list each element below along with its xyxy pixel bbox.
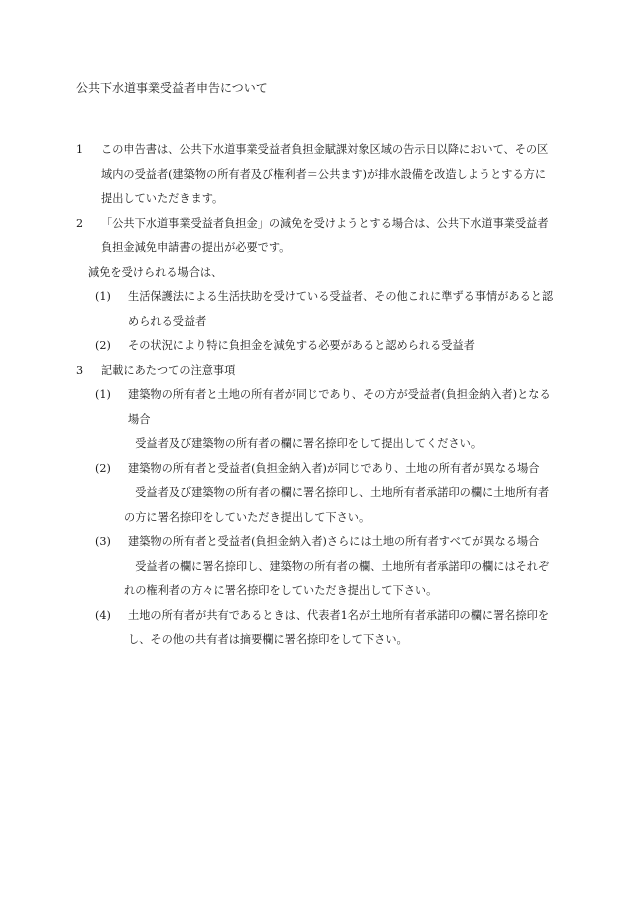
instruction-text: 受益者及び建築物の所有者の欄に署名捺印し、土地所有者承諾印の欄に土地所有者の方に署名捺印をしていただき提出して下さい。	[124, 486, 550, 524]
list-item	[76, 359, 556, 384]
item-number: (1)	[95, 388, 111, 401]
item-number: 2	[76, 216, 84, 230]
instruction-text: 受益者及び建築物の所有者の欄に署名捺印をして提出してください。	[135, 437, 483, 450]
list-item	[76, 285, 556, 334]
list-item	[76, 212, 556, 261]
instruction-text: 受益者の欄に署名捺印し、建築物の所有者の欄、土地所有者承諾印の欄にはそれぞれの権利者の方々に署名捺印をしていただき提出して下さい。	[124, 559, 550, 597]
instruction	[76, 555, 556, 604]
item-text: 「公共下水道事業受益者負担金」の減免を受けようとする場合は、公共下水道事業受益者負担金減免申請書の提出が必要です。	[101, 216, 549, 254]
page-title: 公共下水道事業受益者申告について	[76, 81, 268, 95]
item-text: その状況により特に負担金を減免する必要があると認められる受益者	[128, 339, 475, 352]
reduction-intro-text: 減免を受けられる場合は、	[88, 265, 223, 279]
item-text: この申告書は、公共下水道事業受益者負担金賦課対象区域の告示日以降において、その区域内の受益者(建築物の所有者及び権利者＝公共ます)が排水設備を改造しようとする方に提出していただきます。	[101, 143, 549, 205]
item-number: (4)	[95, 608, 111, 622]
list-item	[76, 457, 556, 482]
list-item	[76, 383, 556, 432]
item-text: 生活保護法による生活扶助を受けている受益者、その他これに準ずる事情があると認められる受益者	[128, 290, 554, 328]
item-text: 建築物の所有者と土地の所有者が同じであり、その方が受益者(負担金納入者)となる場合	[128, 388, 551, 426]
instruction	[76, 481, 556, 530]
instruction	[76, 432, 556, 457]
document-body	[76, 138, 556, 653]
item-number: (1)	[95, 290, 111, 303]
item-number: (2)	[95, 461, 111, 475]
reduction-intro	[76, 261, 556, 286]
item-number: 3	[76, 363, 84, 377]
list-item	[76, 138, 556, 212]
item-number: (3)	[95, 535, 111, 548]
item-number: (2)	[95, 339, 111, 352]
item-text: 土地の所有者が共有であるときは、代表者1名が土地所有者承諾印の欄に署名捺印をし、その他の共有者は摘要欄に署名捺印をして下さい。	[128, 608, 550, 646]
item-text: 建築物の所有者と受益者(負担金納入者)さらには土地の所有者すべてが異なる場合	[128, 535, 540, 548]
list-item	[76, 530, 556, 555]
item-number: 1	[76, 143, 84, 156]
list-item	[76, 334, 556, 359]
item-text: 建築物の所有者と受益者(負担金納入者)が同じであり、土地の所有者が異なる場合	[128, 461, 540, 475]
item-text: 記載にあたつての注意事項	[101, 363, 236, 377]
list-item	[76, 604, 556, 653]
